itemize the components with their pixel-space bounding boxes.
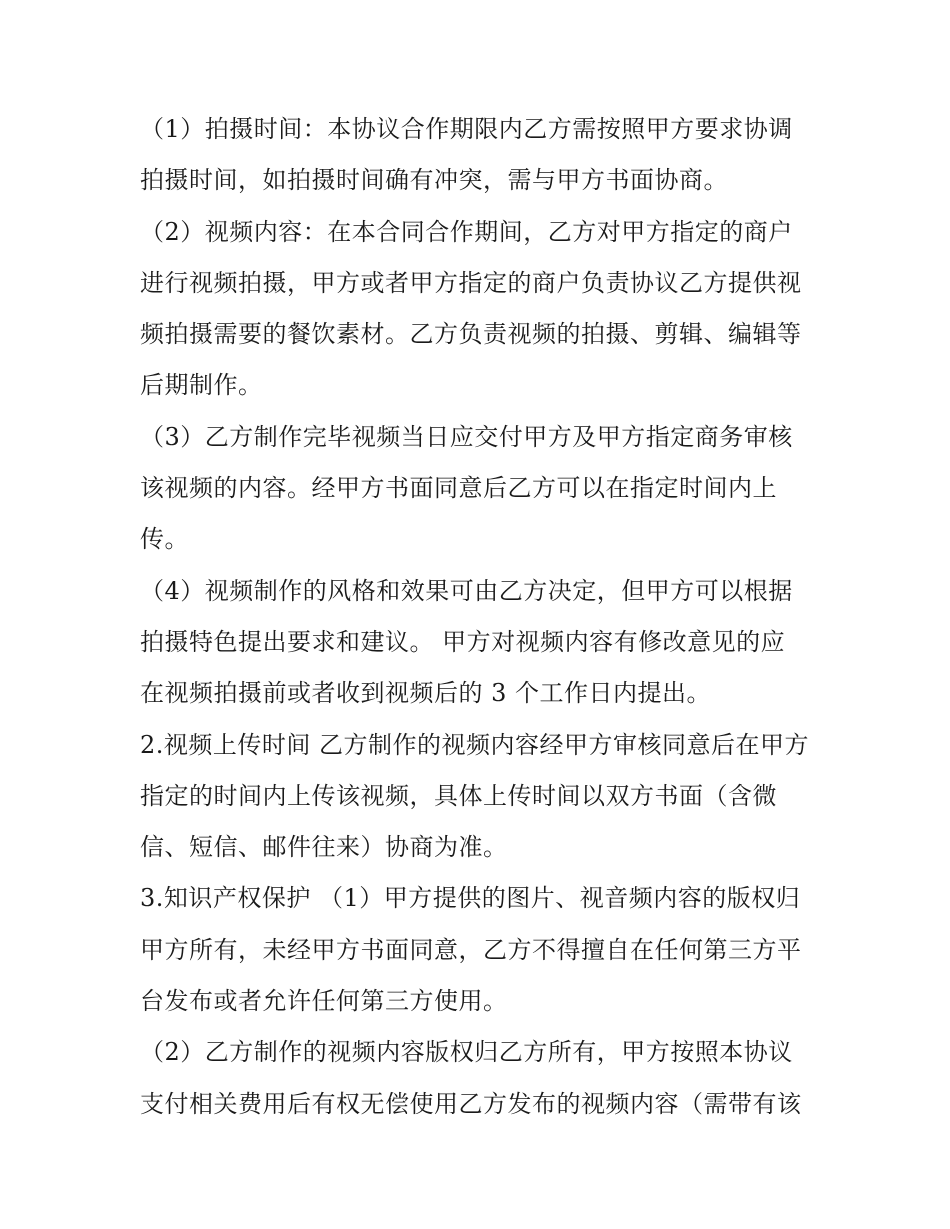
text-line: 频拍摄需要的餐饮素材。乙方负责视频的拍摄、剪辑、编辑等 (140, 320, 802, 349)
text-line: （3）乙方制作完毕视频当日应交付甲方及甲方指定商务审核 (140, 422, 793, 451)
text-line: 指定的时间内上传该视频，具体上传时间以双方书面（含微 (140, 781, 777, 810)
text-line: 在视频拍摄前或者收到视频后的 3 个工作日内提出。 (140, 679, 712, 708)
text-line: 台发布或者允许任何第三方使用。 (140, 987, 508, 1016)
text-line: （2）视频内容：在本合同合作期间，乙方对甲方指定的商户 (140, 217, 793, 246)
text-line: 信、短信、邮件往来）协商为准。 (140, 833, 508, 862)
text-line: 该视频的内容。经甲方书面同意后乙方可以在指定时间内上 (140, 474, 777, 503)
text-line: 3.知识产权保护 （1）甲方提供的图片、视音频内容的版权归 (140, 884, 801, 913)
text-line: 后期制作。 (140, 371, 263, 400)
text-line: 拍摄时间，如拍摄时间确有冲突，需与甲方书面协商。 (140, 166, 728, 195)
text-line: 进行视频拍摄，甲方或者甲方指定的商户负责协议乙方提供视 (140, 268, 802, 297)
text-line: （1）拍摄时间：本协议合作期限内乙方需按照甲方要求协调 (140, 115, 793, 143)
text-line: 2.视频上传时间 乙方制作的视频内容经甲方审核同意后在甲方 (140, 730, 810, 759)
document-body (140, 104, 820, 1130)
text-line: （4）视频制作的风格和效果可由乙方决定，但甲方可以根据 (140, 576, 793, 605)
text-line: 拍摄特色提出要求和建议。 甲方对视频内容有修改意见的应 (140, 627, 786, 656)
text-line: 传。 (140, 525, 189, 554)
text-line: 甲方所有，未经甲方书面同意，乙方不得擅自在任何第三方平 (140, 935, 802, 964)
text-line: 支付相关费用后有权无偿使用乙方发布的视频内容（需带有该 (140, 1089, 802, 1118)
text-line: （2）乙方制作的视频内容版权归乙方所有，甲方按照本协议 (140, 1038, 793, 1067)
